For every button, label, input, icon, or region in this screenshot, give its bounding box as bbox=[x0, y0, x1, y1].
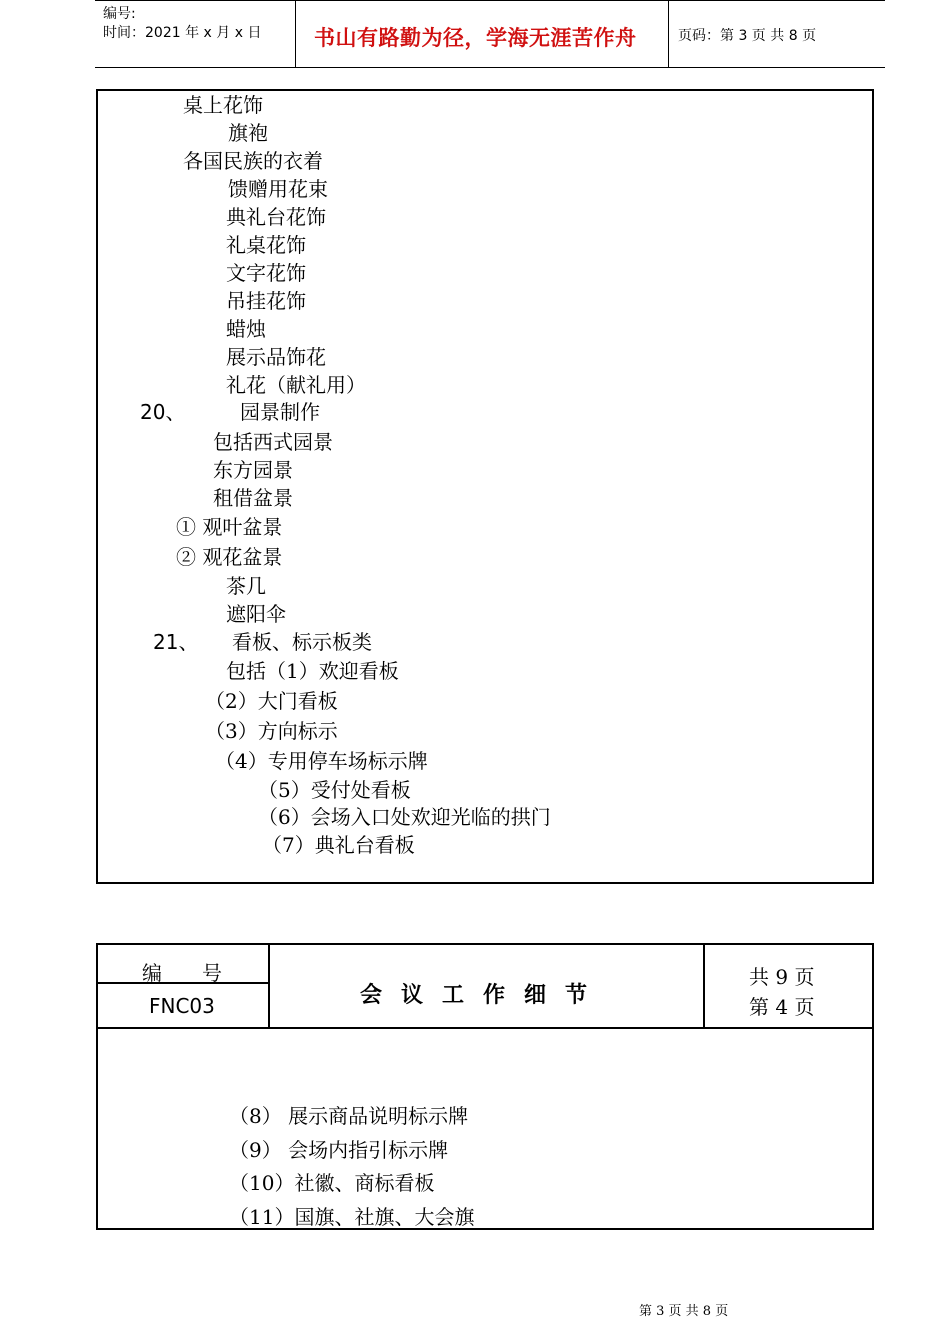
header-divider-2 bbox=[668, 0, 669, 68]
list-item: ① 观叶盆景 bbox=[176, 515, 283, 539]
total-pages: 共 9 页 bbox=[749, 965, 815, 989]
list-item: 文字花饰 bbox=[226, 261, 306, 285]
list-item: 礼花（献礼用） bbox=[226, 373, 366, 397]
list-item: （11）国旗、社旗、大会旗 bbox=[229, 1205, 475, 1229]
number-label: 编 号 bbox=[142, 961, 222, 985]
list-item: 馈赠用花束 bbox=[228, 177, 328, 201]
list-item: （7）典礼台看板 bbox=[262, 833, 415, 857]
list-item: 租借盆景 bbox=[213, 486, 293, 510]
section-number: 20、 bbox=[140, 400, 186, 424]
number-value: FNC03 bbox=[149, 994, 215, 1018]
table-divider-right bbox=[703, 945, 705, 1027]
list-item: （2）大门看板 bbox=[205, 689, 338, 713]
table-header-bottom bbox=[98, 1027, 872, 1029]
list-item: （3）方向标示 bbox=[205, 719, 338, 743]
section-number: 21、 bbox=[153, 630, 199, 654]
page-footer: 第 3 页 共 8 页 bbox=[639, 1304, 729, 1319]
list-item: 典礼台花饰 bbox=[226, 205, 326, 229]
serial-label: 编号: bbox=[103, 6, 136, 22]
list-item: （6）会场入口处欢迎光临的拱门 bbox=[258, 805, 551, 829]
list-item: 各国民族的衣着 bbox=[183, 149, 323, 173]
list-item: 蜡烛 bbox=[226, 317, 266, 341]
list-item: 旗袍 bbox=[228, 121, 268, 145]
list-item: ② 观花盆景 bbox=[176, 545, 283, 569]
list-item: 包括（1）欢迎看板 bbox=[226, 659, 399, 683]
page-title: 会议工作细节 bbox=[360, 982, 607, 1008]
list-item: 东方园景 bbox=[213, 458, 293, 482]
list-item: 遮阳伞 bbox=[226, 602, 286, 626]
list-item: 茶几 bbox=[226, 574, 266, 598]
list-item: （10）社徽、商标看板 bbox=[229, 1171, 435, 1195]
header-bottom-border bbox=[95, 67, 885, 68]
header-top-border bbox=[95, 0, 885, 1]
list-item: （5）受付处看板 bbox=[258, 778, 411, 802]
list-item: 桌上花饰 bbox=[183, 93, 263, 117]
section-title: 园景制作 bbox=[240, 400, 320, 424]
section-title: 看板、标示板类 bbox=[232, 630, 372, 654]
list-item: 展示品饰花 bbox=[226, 345, 326, 369]
current-page: 第 4 页 bbox=[749, 995, 815, 1019]
list-item: （9） 会场内指引标示牌 bbox=[229, 1138, 449, 1162]
time-label: 时间：2021 年 x 月 x 日 bbox=[103, 25, 262, 41]
list-item: 礼桌花饰 bbox=[226, 233, 306, 257]
header-divider-1 bbox=[295, 0, 296, 68]
list-item: （8） 展示商品说明标示牌 bbox=[229, 1104, 469, 1128]
table-divider-left bbox=[268, 945, 270, 1027]
list-item: 吊挂花饰 bbox=[226, 289, 306, 313]
list-item: （4）专用停车场标示牌 bbox=[215, 749, 428, 773]
list-item: 包括西式园景 bbox=[213, 430, 333, 454]
motto: 书山有路勤为径，学海无涯苦作舟 bbox=[314, 25, 637, 50]
page-info: 页码：第 3 页 共 8 页 bbox=[678, 28, 817, 44]
